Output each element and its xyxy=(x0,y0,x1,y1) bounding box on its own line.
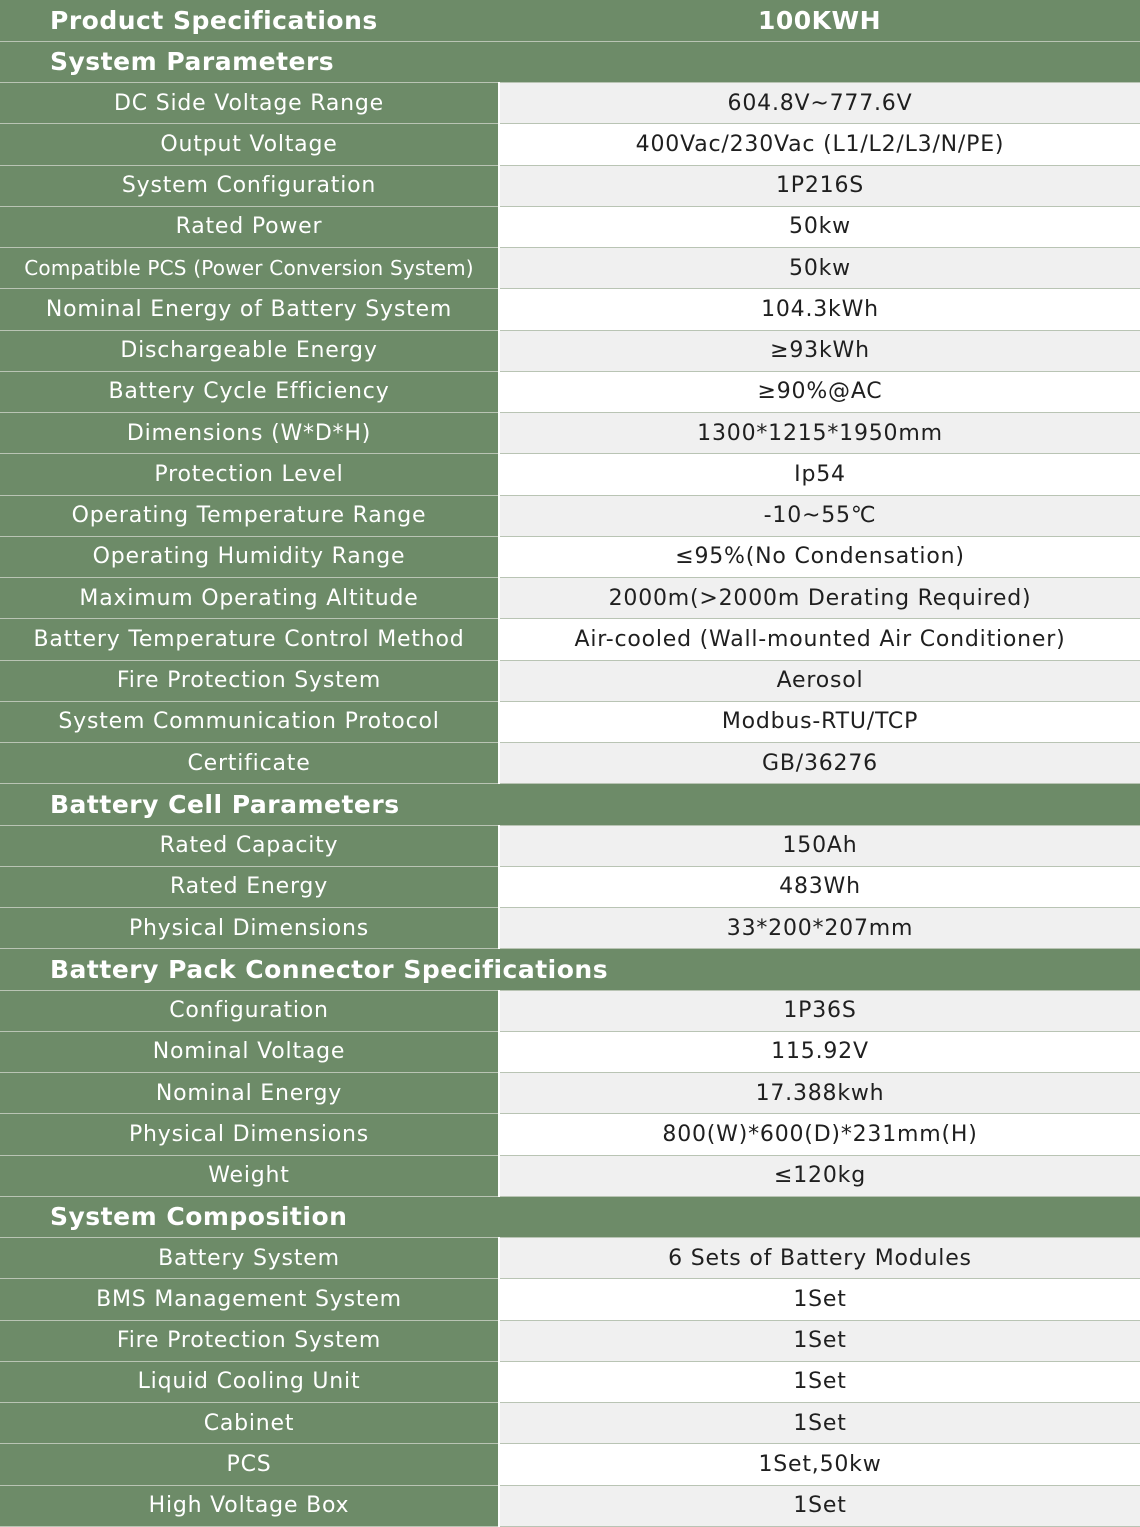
spec-value: 800(W)*600(D)*231mm(H) xyxy=(499,1114,1140,1155)
spec-label: Compatible PCS (Power Conversion System) xyxy=(0,248,499,289)
table-row xyxy=(0,1155,1140,1196)
section-header-row xyxy=(0,41,1140,82)
spec-label: Fire Protection System xyxy=(0,660,499,701)
section-title: System Composition xyxy=(0,1196,1140,1237)
spec-label: Configuration xyxy=(0,990,499,1031)
spec-label: Nominal Energy xyxy=(0,1073,499,1114)
spec-value: 1P216S xyxy=(499,165,1140,206)
model-name: 100KWH xyxy=(499,0,1140,41)
section-header-row xyxy=(0,784,1140,825)
spec-value: 1300*1215*1950mm xyxy=(499,413,1140,454)
spec-label: Rated Power xyxy=(0,206,499,247)
spec-label: Protection Level xyxy=(0,454,499,495)
table-row xyxy=(0,1361,1140,1402)
table-row xyxy=(0,330,1140,371)
spec-label: Battery Temperature Control Method xyxy=(0,619,499,660)
spec-value: 1Set xyxy=(499,1361,1140,1402)
spec-value: Aerosol xyxy=(499,660,1140,701)
table-row xyxy=(0,825,1140,866)
spec-label: Fire Protection System xyxy=(0,1320,499,1361)
section-header-row xyxy=(0,949,1140,990)
spec-value: ≤95%(No Condensation) xyxy=(499,536,1140,577)
spec-value: 1Set xyxy=(499,1485,1140,1526)
table-row xyxy=(0,1073,1140,1114)
spec-value: 104.3kWh xyxy=(499,289,1140,330)
table-row xyxy=(0,660,1140,701)
table-row xyxy=(0,289,1140,330)
table-row xyxy=(0,1238,1140,1279)
spec-value: 2000m(>2000m Derating Required) xyxy=(499,578,1140,619)
spec-value: 483Wh xyxy=(499,866,1140,907)
table-row xyxy=(0,248,1140,289)
section-title: Battery Pack Connector Specifications xyxy=(0,949,1140,990)
spec-label: System Communication Protocol xyxy=(0,701,499,742)
table-row xyxy=(0,701,1140,742)
section-title: Battery Cell Parameters xyxy=(0,784,1140,825)
spec-label: Maximum Operating Altitude xyxy=(0,578,499,619)
section-header-row xyxy=(0,1196,1140,1237)
spec-label: Rated Capacity xyxy=(0,825,499,866)
header-row xyxy=(0,0,1140,41)
table-row xyxy=(0,371,1140,412)
table-row xyxy=(0,1320,1140,1361)
table-row xyxy=(0,536,1140,577)
spec-value: GB/36276 xyxy=(499,743,1140,784)
spec-label: Cabinet xyxy=(0,1403,499,1444)
spec-label: DC Side Voltage Range xyxy=(0,83,499,124)
spec-label: PCS xyxy=(0,1444,499,1485)
table-row xyxy=(0,1403,1140,1444)
table-row xyxy=(0,1114,1140,1155)
spec-label: Dischargeable Energy xyxy=(0,330,499,371)
spec-value: 6 Sets of Battery Modules xyxy=(499,1238,1140,1279)
spec-value: 150Ah xyxy=(499,825,1140,866)
spec-value: 1P36S xyxy=(499,990,1140,1031)
table-row xyxy=(0,206,1140,247)
spec-label: Certificate xyxy=(0,743,499,784)
spec-label: Nominal Energy of Battery System xyxy=(0,289,499,330)
spec-value: 1Set xyxy=(499,1320,1140,1361)
spec-label: Operating Humidity Range xyxy=(0,536,499,577)
spec-label: Battery System xyxy=(0,1238,499,1279)
section-title: System Parameters xyxy=(0,41,1140,82)
spec-value: 115.92V xyxy=(499,1031,1140,1072)
spec-value: 33*200*207mm xyxy=(499,908,1140,949)
table-row xyxy=(0,1031,1140,1072)
spec-value: 604.8V~777.6V xyxy=(499,83,1140,124)
spec-value: 1Set xyxy=(499,1403,1140,1444)
spec-label: System Configuration xyxy=(0,165,499,206)
table-row xyxy=(0,454,1140,495)
table-row xyxy=(0,908,1140,949)
table-row xyxy=(0,413,1140,454)
spec-label: BMS Management System xyxy=(0,1279,499,1320)
spec-value: ≤120kg xyxy=(499,1155,1140,1196)
table-row xyxy=(0,1485,1140,1526)
spec-label: Nominal Voltage xyxy=(0,1031,499,1072)
table-title: Product Specifications xyxy=(0,0,499,41)
table-row xyxy=(0,578,1140,619)
spec-value: -10~55℃ xyxy=(499,495,1140,536)
spec-value: Modbus-RTU/TCP xyxy=(499,701,1140,742)
table-row xyxy=(0,743,1140,784)
table-row xyxy=(0,124,1140,165)
spec-label: Rated Energy xyxy=(0,866,499,907)
spec-value: ≥90%@AC xyxy=(499,371,1140,412)
spec-value: ≥93kWh xyxy=(499,330,1140,371)
spec-label: Physical Dimensions xyxy=(0,1114,499,1155)
table-row xyxy=(0,165,1140,206)
table-row xyxy=(0,1279,1140,1320)
spec-value: 50kw xyxy=(499,206,1140,247)
spec-value: Air-cooled (Wall-mounted Air Conditioner) xyxy=(499,619,1140,660)
spec-label: High Voltage Box xyxy=(0,1485,499,1526)
spec-label: Weight xyxy=(0,1155,499,1196)
spec-label: Liquid Cooling Unit xyxy=(0,1361,499,1402)
spec-value: 400Vac/230Vac (L1/L2/L3/N/PE) xyxy=(499,124,1140,165)
table-row xyxy=(0,990,1140,1031)
spec-value: 17.388kwh xyxy=(499,1073,1140,1114)
table-row xyxy=(0,1444,1140,1485)
spec-label: Dimensions (W*D*H) xyxy=(0,413,499,454)
spec-value: 1Set,50kw xyxy=(499,1444,1140,1485)
spec-value: 1Set xyxy=(499,1279,1140,1320)
table-row xyxy=(0,619,1140,660)
spec-label: Output Voltage xyxy=(0,124,499,165)
spec-value: 50kw xyxy=(499,248,1140,289)
spec-value: Ip54 xyxy=(499,454,1140,495)
table-row xyxy=(0,83,1140,124)
table-row xyxy=(0,866,1140,907)
spec-label: Battery Cycle Efficiency xyxy=(0,371,499,412)
spec-label: Physical Dimensions xyxy=(0,908,499,949)
table-row xyxy=(0,495,1140,536)
spec-label: Operating Temperature Range xyxy=(0,495,499,536)
